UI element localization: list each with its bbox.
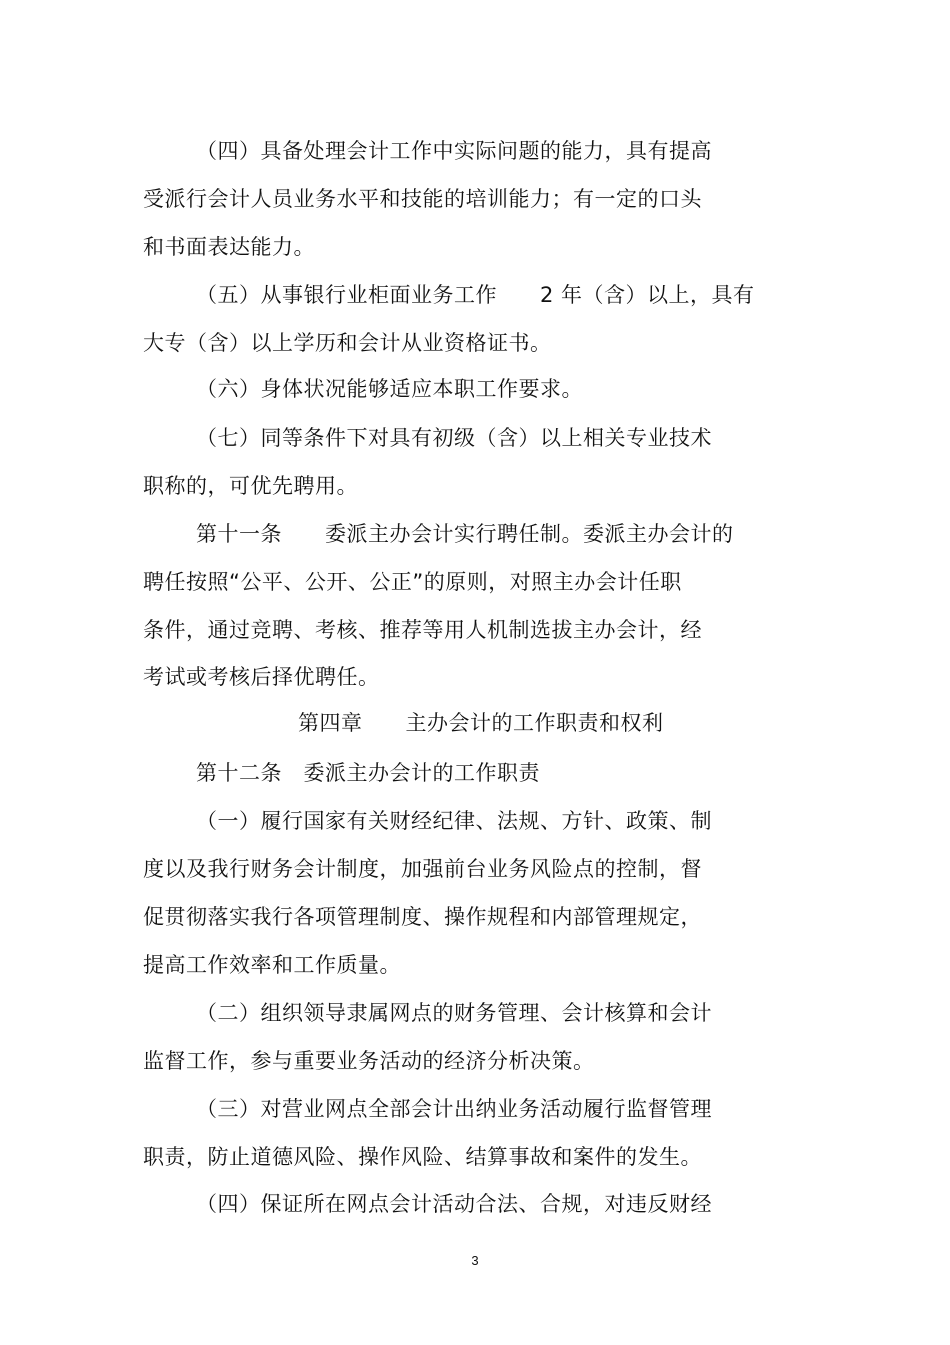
text-line: 度以及我行财务会计制度，加强前台业务风险点的控制，督 bbox=[143, 857, 702, 881]
text-line: 监督工作，参与重要业务活动的经济分析决策。 bbox=[143, 1049, 595, 1073]
text-line: 考试或考核后择优聘任。 bbox=[143, 665, 380, 689]
section-heading: 第十二条 委派主办会计的工作职责 bbox=[196, 761, 540, 785]
text-line: 大专（含）以上学历和会计从业资格证书。 bbox=[143, 331, 552, 355]
text-line: 促贯彻落实我行各项管理制度、操作规程和内部管理规定， bbox=[143, 905, 702, 929]
text-line: 职责，防止道德风险、操作风险、结算事故和案件的发生。 bbox=[143, 1145, 702, 1169]
section-heading: 第十一条 委派主办会计实行聘任制。委派主办会计的 bbox=[196, 522, 734, 546]
text-line: 受派行会计人员业务水平和技能的培训能力；有一定的口头 bbox=[143, 187, 702, 211]
text-line: 提高工作效率和工作质量。 bbox=[143, 953, 401, 977]
text-line: （六）身体状况能够适应本职工作要求。 bbox=[196, 377, 583, 401]
text-line: （三）对营业网点全部会计出纳业务活动履行监督管理 bbox=[196, 1097, 712, 1121]
text-line: （七）同等条件下对具有初级（含）以上相关专业技术 bbox=[196, 426, 712, 450]
text-line: 聘任按照“公平、公开、公正”的原则，对照主办会计任职 bbox=[143, 570, 682, 594]
text-line: （四）保证所在网点会计活动合法、合规，对违反财经 bbox=[196, 1192, 712, 1216]
text-line: （一）履行国家有关财经纪律、法规、方针、政策、制 bbox=[196, 809, 712, 833]
text-line: 和书面表达能力。 bbox=[143, 235, 315, 259]
chapter-heading: 第四章 主办会计的工作职责和权利 bbox=[298, 711, 664, 735]
text-line: （四）具备处理会计工作中实际问题的能力，具有提高 bbox=[196, 139, 712, 163]
text-line: （五）从事银行业柜面业务工作 2 年（含）以上，具有 bbox=[196, 283, 755, 307]
page-number: 3 bbox=[471, 1253, 479, 1268]
text-line: （二）组织领导隶属网点的财务管理、会计核算和会计 bbox=[196, 1001, 712, 1025]
text-line: 职称的，可优先聘用。 bbox=[143, 474, 358, 498]
text-line: 条件，通过竞聘、考核、推荐等用人机制选拔主办会计，经 bbox=[143, 618, 702, 642]
